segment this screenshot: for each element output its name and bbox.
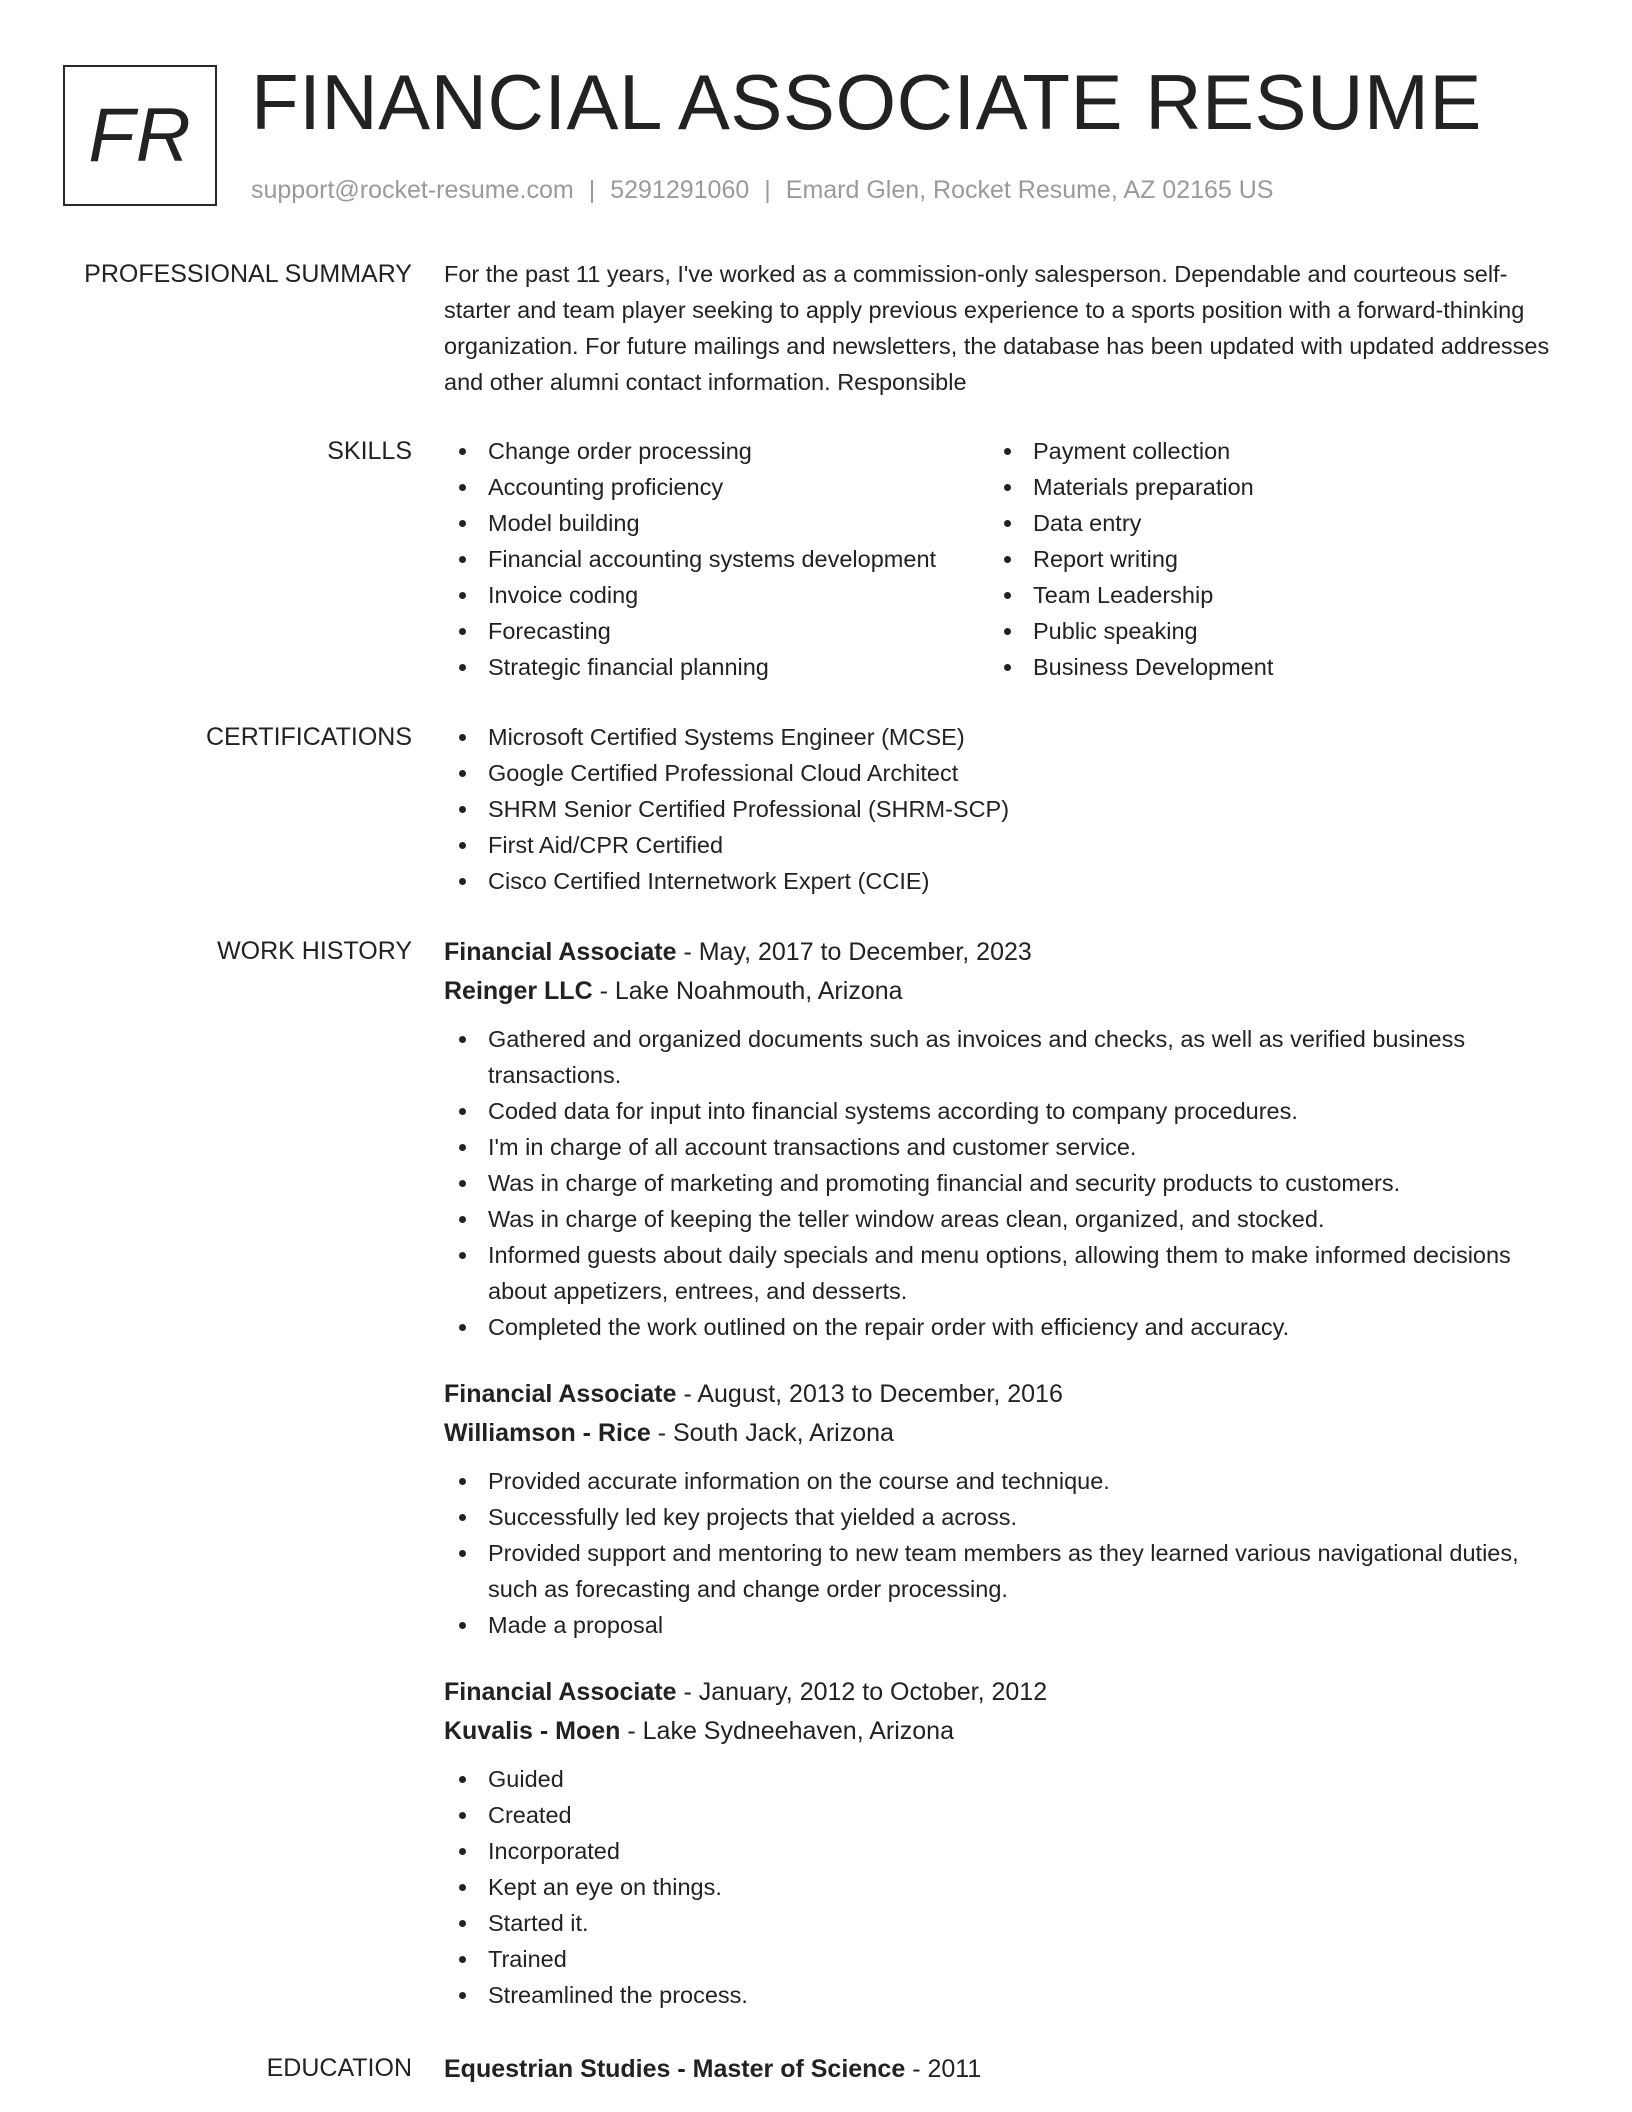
skill-item: Team Leadership — [989, 577, 1534, 613]
certification-item: Google Certified Professional Cloud Architect — [444, 755, 1564, 791]
skill-item: Business Development — [989, 649, 1534, 685]
contact-separator: | — [588, 176, 596, 204]
job-duty-item: Created — [444, 1797, 1564, 1833]
skill-item: Report writing — [989, 541, 1534, 577]
job-title: Financial Associate — [444, 1678, 677, 1706]
job-location: - South Jack, Arizona — [650, 1419, 894, 1447]
job-company: Reinger LLC — [444, 977, 593, 1005]
monogram-badge: FR — [63, 65, 217, 206]
certifications-label: CERTIFICATIONS — [205, 723, 412, 751]
job-title: Financial Associate — [444, 1380, 677, 1408]
job-company: Kuvalis - Moen — [444, 1717, 621, 1745]
skills-label: SKILLS — [327, 437, 412, 465]
summary-text: For the past 11 years, I've worked as a commission-only salesperson. Dependable and courteous self-starter and team player seeking to apply previous experience to a sports position with a forward-thinking organization. For future mailings and newsletters, the database has been updated with updated addresses and other alumni contact information. Responsible — [444, 261, 1550, 395]
job-duty-item: Made a proposal — [444, 1607, 1564, 1643]
job-duty-item: Gathered and organized documents such as invoices and checks, as well as verified business transactions. — [444, 1021, 1564, 1093]
skills-body — [444, 433, 1564, 685]
job-duties-list — [444, 1761, 1564, 2013]
job-location: - Lake Sydneehaven, Arizona — [620, 1717, 954, 1745]
job-duty-item: Was in charge of keeping the teller window areas clean, organized, and stocked. — [444, 1201, 1564, 1237]
resume-title: FINANCIAL ASSOCIATE RESUME — [251, 58, 1482, 146]
job-duty-item: Completed the work outlined on the repair order with efficiency and accuracy. — [444, 1309, 1564, 1345]
job-company-line — [444, 1711, 1564, 1751]
education-line — [444, 2050, 1564, 2088]
job-duty-item: Guided — [444, 1761, 1564, 1797]
skill-item: Invoice coding — [444, 577, 989, 613]
education-label: EDUCATION — [266, 2054, 412, 2082]
summary-body — [444, 256, 1564, 400]
skill-item: Public speaking — [989, 613, 1534, 649]
job-duties-list — [444, 1463, 1564, 1643]
job-duty-item: Provided accurate information on the course and technique. — [444, 1463, 1564, 1499]
certification-item: First Aid/CPR Certified — [444, 827, 1564, 863]
contact-line — [251, 174, 1274, 206]
job-duty-item: Successfully led key projects that yielded a across. — [444, 1499, 1564, 1535]
job-duty-item: Was in charge of marketing and promoting financial and security products to customers. — [444, 1165, 1564, 1201]
job-title-line — [444, 1375, 1564, 1413]
job-title: Financial Associate — [444, 938, 677, 966]
work-history-body — [444, 933, 1564, 2043]
job-duty-item: I'm in charge of all account transactions and customer service. — [444, 1129, 1564, 1165]
job-company-line — [444, 971, 1564, 1011]
job-duty-item: Streamlined the process. — [444, 1977, 1564, 2013]
job-entry — [444, 933, 1564, 1345]
contact-separator: | — [764, 176, 771, 204]
job-entry — [444, 1673, 1564, 2013]
certification-item: SHRM Senior Certified Professional (SHRM-SCP) — [444, 791, 1564, 827]
skills-column-2 — [989, 433, 1534, 685]
job-title-line — [444, 933, 1564, 971]
job-duty-item: Started it. — [444, 1905, 1564, 1941]
skill-item: Forecasting — [444, 613, 989, 649]
certifications-body — [444, 719, 1564, 899]
job-location: - Lake Noahmouth, Arizona — [592, 977, 903, 1005]
job-title-line — [444, 1673, 1564, 1711]
job-duty-item: Kept an eye on things. — [444, 1869, 1564, 1905]
job-company: Williamson - Rice — [444, 1419, 651, 1447]
skill-item: Accounting proficiency — [444, 469, 989, 505]
education-body — [444, 2050, 1564, 2088]
skill-item: Materials preparation — [989, 469, 1534, 505]
contact-phone: 5291291060 — [610, 176, 750, 204]
contact-email: support@rocket-resume.com — [251, 176, 574, 204]
skill-item: Data entry — [989, 505, 1534, 541]
resume-header — [0, 0, 1632, 230]
certification-item: Cisco Certified Internetwork Expert (CCIE) — [444, 863, 1564, 899]
skill-item: Strategic financial planning — [444, 649, 989, 685]
skills-column-1 — [444, 433, 989, 685]
skill-item: Financial accounting systems development — [444, 541, 989, 577]
job-duty-item: Informed guests about daily specials and menu options, allowing them to make informed decisions about appetizers, entrees, and desserts. — [444, 1237, 1564, 1309]
education-degree: Equestrian Studies - Master of Science — [444, 2055, 906, 2083]
job-duties-list — [444, 1021, 1564, 1345]
job-company-line — [444, 1413, 1564, 1453]
job-duty-item: Trained — [444, 1941, 1564, 1977]
education-year: - 2011 — [905, 2055, 982, 2083]
work-history-label: WORK HISTORY — [217, 937, 412, 965]
job-duty-item: Provided support and mentoring to new team members as they learned various navigational duties, such as forecasting and change order processing. — [444, 1535, 1564, 1607]
contact-address: Emard Glen, Rocket Resume, AZ 02165 US — [785, 176, 1274, 204]
skill-item: Change order processing — [444, 433, 989, 469]
job-duty-item: Incorporated — [444, 1833, 1564, 1869]
certification-item: Microsoft Certified Systems Engineer (MCSE) — [444, 719, 1564, 755]
job-entry — [444, 1375, 1564, 1643]
summary-label: PROFESSIONAL SUMMARY — [84, 260, 412, 288]
certifications-list — [444, 719, 1564, 899]
skill-item: Model building — [444, 505, 989, 541]
job-dates: - August, 2013 to December, 2016 — [676, 1380, 1063, 1408]
skill-item: Payment collection — [989, 433, 1534, 469]
job-dates: - January, 2012 to October, 2012 — [676, 1678, 1048, 1706]
job-dates: - May, 2017 to December, 2023 — [676, 938, 1032, 966]
job-duty-item: Coded data for input into financial systems according to company procedures. — [444, 1093, 1564, 1129]
